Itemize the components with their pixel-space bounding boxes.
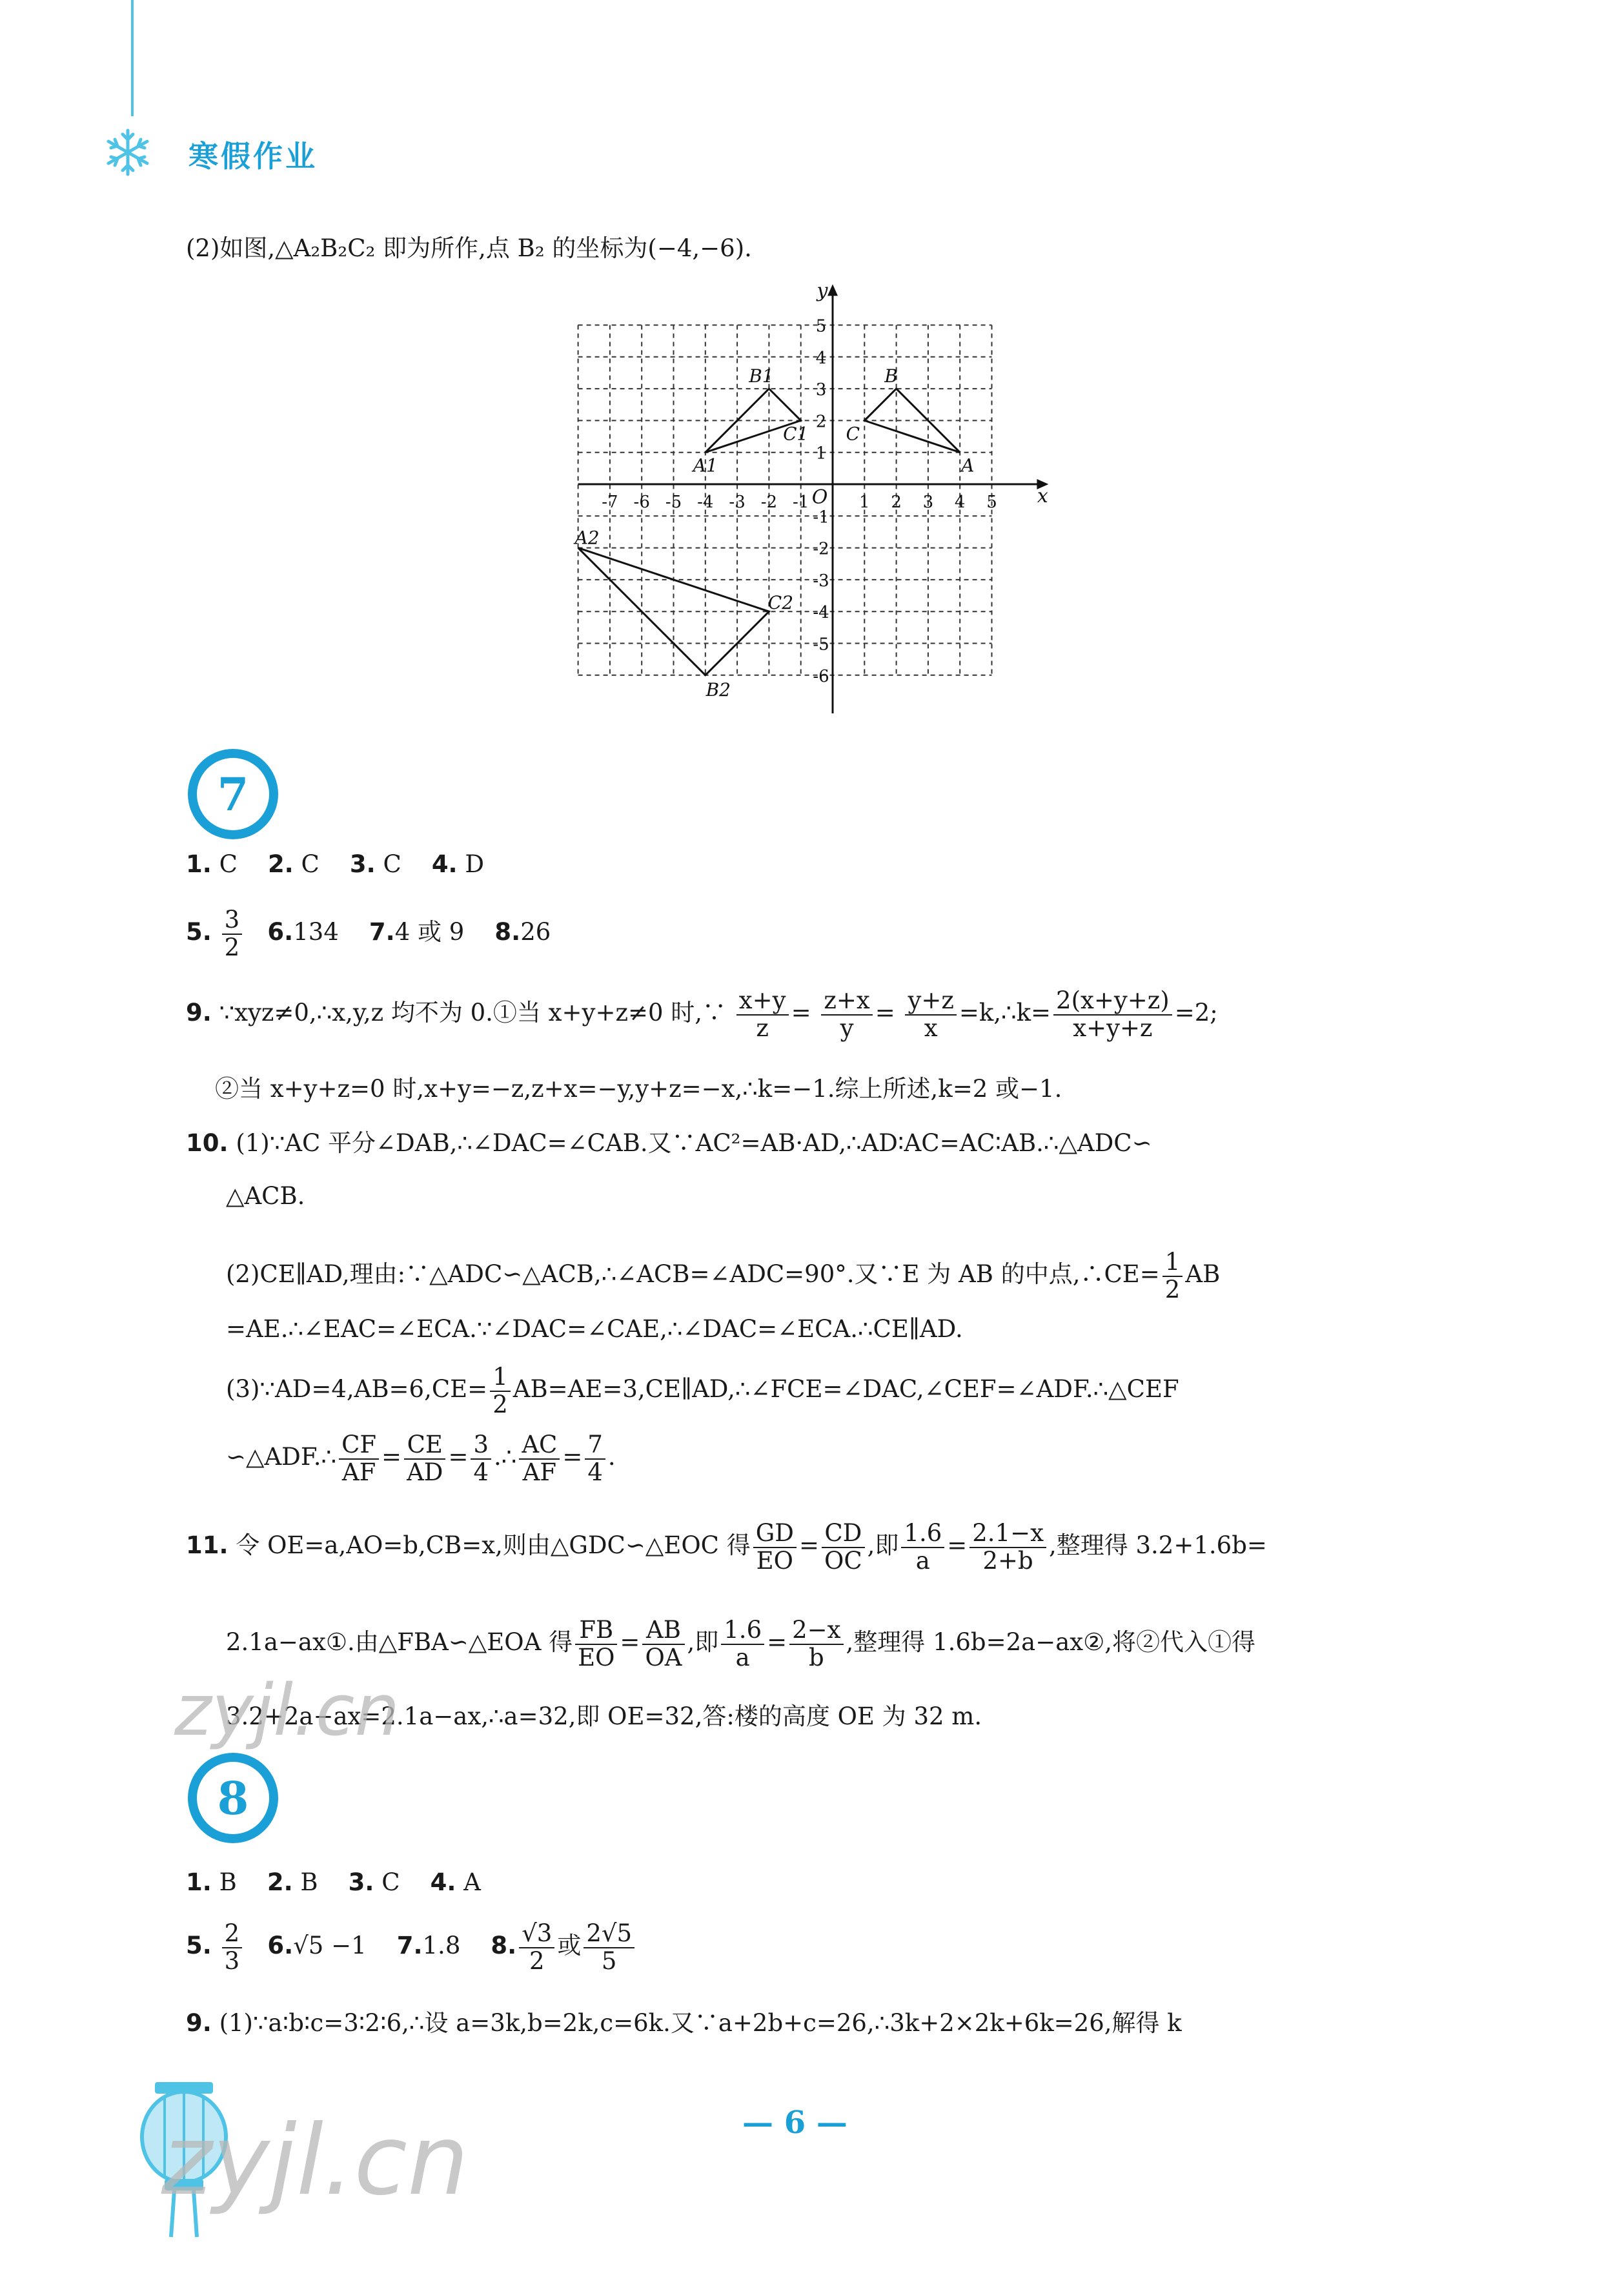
section-number: 7 <box>217 767 249 821</box>
s8-line2: 5. $\frac{2}{3}$ 6.√5 −1 7.1.8 8. $\frac{√3}{2}$ 或 $\frac{2√5}{5}$ <box>186 1921 637 1974</box>
y-tick-label: -2 <box>813 539 829 559</box>
y-tick-label: -3 <box>813 571 829 591</box>
x-tick-label: -6 <box>633 493 650 512</box>
s7-q10-3a: (3)∵AD=4,AB=6,CE= $\frac{1}{2}$ AB=AE=3,CE∥AD,∴∠FCE=∠DAC,∠CEF=∠ADF.∴△CEF <box>226 1363 1179 1418</box>
x-tick-label: 5 <box>986 493 997 512</box>
s7-q10-2a: (2)CE∥AD,理由:∵△ADC∽△ACB,∴∠ACB=∠ADC=90°.又∵E 为 AB 的中点,∴CE= $\frac{1}{2}$ AB <box>226 1248 1221 1303</box>
s7-q11-line2: 2.1a−ax①.由△FBA∽△EOA 得 $\frac{FB}{EO}$ = $\frac{AB}{OA}$ ,即 $\frac{1.6}{a}$ = $\frac{2-x}{b}$ ,整理得 1.6b=2a−ax②,将②代入①得 <box>226 1616 1256 1671</box>
x-tick-label: -5 <box>665 493 682 512</box>
coordinate-figure <box>555 280 1048 710</box>
s7-line2: 5. $\frac{3}{2}$ 6.134 7.4 或 9 8.26 <box>186 906 551 961</box>
section-number: 8 <box>217 1771 249 1825</box>
x-tick-label: -2 <box>760 493 778 512</box>
x-tick-label: -1 <box>793 493 809 512</box>
vertex-label: C1 <box>783 423 809 445</box>
x-tick-label: 3 <box>922 493 934 512</box>
origin-label: O <box>811 486 828 509</box>
y-axis-label: y <box>817 280 828 303</box>
x-tick-label: 1 <box>859 493 870 512</box>
triangle-ABC <box>864 389 960 453</box>
y-tick-label: 3 <box>815 380 827 400</box>
y-tick-label: -5 <box>813 635 829 655</box>
s7-q9-line1: 9. ∵xyz≠0,∴x,y,z 均不为 0.①当 x+y+z≠0 时,∵ $\frac{x+y}{z}$ = $\frac{z+x}{y}$ = $\frac{y+z}{x}$ =k,∴k= $\frac{2(x+y+z)}{x+y+z}$ =2; <box>186 986 1218 1042</box>
y-tick-label: 2 <box>815 412 827 432</box>
page-header-title: 寒假作业 <box>188 139 318 174</box>
s8-line1: 1. B 2. B 3. C 4. A <box>186 1868 481 1896</box>
x-tick-label: -3 <box>729 493 746 512</box>
vertex-label: A2 <box>574 527 600 549</box>
x-tick-label: -4 <box>697 493 714 512</box>
section-7-badge <box>185 746 281 843</box>
header-decor-line <box>131 0 134 116</box>
vertex-label: B1 <box>749 365 774 387</box>
watermark: zyjl.cn <box>174 1669 400 1752</box>
vertex-label: B <box>884 365 898 387</box>
vertex-label: B2 <box>705 679 731 700</box>
y-tick-label: 5 <box>815 316 827 336</box>
s7-q10-2b: =AE.∴∠EAC=∠ECA.∵∠DAC=∠CAE,∴∠DAC=∠ECA.∴CE∥AD. <box>226 1315 963 1343</box>
x-axis-label: x <box>1037 485 1048 507</box>
vertex-label: C <box>846 423 860 445</box>
y-axis-arrow <box>827 284 838 296</box>
s7-q10-1b: △ACB. <box>226 1182 305 1210</box>
vertex-label: A1 <box>693 455 718 476</box>
y-tick-label: 1 <box>815 444 827 464</box>
x-tick-label: 2 <box>891 493 902 512</box>
s7-q10-3b: ∽△ADF.∴ $\frac{CF}{AF}$ = $\frac{CE}{AD}$ = $\frac{3}{4}$ .∴ $\frac{AC}{AF}$ = $\frac{7}{4}$ . <box>226 1431 616 1486</box>
x-tick-label: 4 <box>954 493 966 512</box>
watermark: zyjl.cn <box>161 2105 469 2217</box>
y-tick-label: -4 <box>813 603 829 623</box>
section-8-badge <box>185 1750 281 1846</box>
vertex-label: A <box>961 455 975 476</box>
s7-q11-line3: 3.2+2a−ax=2.1a−ax,∴a=32,即 OE=32,答:楼的高度 OE 为 32 m. <box>226 1702 982 1730</box>
s7-q10-1a: 10. (1)∵AC 平分∠DAB,∴∠DAC=∠CAB.又∵AC²=AB·AD,∴AD∶AC=AC∶AB.∴△ADC∽ <box>186 1129 1152 1157</box>
vertex-label: C2 <box>767 592 794 614</box>
y-tick-label: -6 <box>813 666 829 686</box>
s8-q9-line1: 9. (1)∵a∶b∶c=3∶2∶6,∴设 a=3k,b=2k,c=6k.又∵a+2b+c=26,∴3k+2×2k+6k=26,解得 k <box>186 2009 1182 2037</box>
y-tick-label: 4 <box>815 348 827 368</box>
y-tick-label: -1 <box>813 507 829 527</box>
x-tick-label: -7 <box>602 493 618 512</box>
s7-q11-line1: 11. 令 OE=a,AO=b,CB=x,则由△GDC∽△EOC 得 $\frac{GD}{EO}$ = $\frac{CD}{OC}$ ,即 $\frac{1.6}{a}$ = $\frac{2.1-x}{2+b}$ ,整理得 3.2+1.6b= <box>186 1519 1267 1575</box>
s7-q9-line2: ②当 x+y+z=0 时,x+y=−z,z+x=−y,y+z=−x,∴k=−1.综上所述,k=2 或−1. <box>215 1075 1062 1103</box>
part2-text: (2)如图,△A₂B₂C₂ 即为所作,点 B₂ 的坐标为(−4,−6). <box>186 234 752 262</box>
page-number: — 6 — <box>742 2105 848 2141</box>
s7-line1: 1. C 2. C 3. C 4. D <box>186 850 485 878</box>
snowflake-icon <box>102 127 154 178</box>
